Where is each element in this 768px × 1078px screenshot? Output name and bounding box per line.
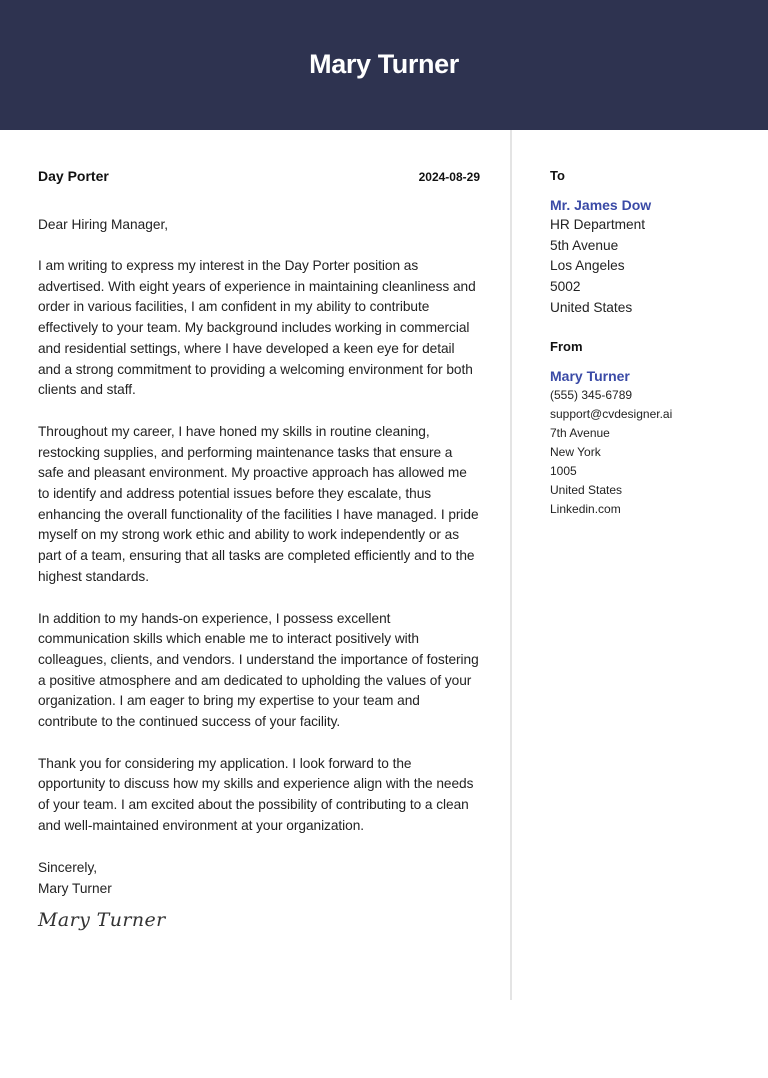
recipient-zip: 5002 [550,279,581,295]
paragraph-3: In addition to my hands-on experience, I possess excellent communication skills which enable me to interact positively with colleagues, clients, and vendors. I understand the importance of fostering a positive atmosphere and am dedicated to upholding the values of your organization. I am eager to bring my expertise to your team and contribute to the continued success of your facility. [38,610,479,730]
sender-country: United States [550,482,623,497]
closing-block [38,857,480,899]
applicant-name: Mary Turner [309,48,459,79]
sender-city: New York [550,444,601,459]
sender-linkedin-link[interactable]: Linkedin.com [550,501,621,516]
recipient-department: HR Department [550,217,646,232]
closing-phrase: Sincerely, [38,859,98,875]
from-heading: From [550,338,583,354]
job-title: Day Porter [38,168,109,184]
sender-name: Mary Turner [550,367,630,384]
to-heading: To [550,168,565,183]
recipient-street: 5th Avenue [550,237,619,253]
contact-sidebar [550,168,750,519]
sender-email[interactable]: support@cvdesigner.ai [550,406,673,421]
recipient-name: Mr. James Dow [550,197,652,213]
column-divider [510,130,512,1000]
paragraph-1: I am writing to express my interest in the Day Porter position as advertised. With eight years of experience in maintaining cleanliness and order in various facilities, I am confident in my ability to contribute effectively to your team. My background includes working in commercial and residential settings, where I have developed a keen eye for detail and a strong commitment to providing a welcoming environment for both clients and staff. [38,258,476,398]
signature: Mary Turner [38,908,166,931]
paragraph-4: Thank you for considering my application. I look forward to the opportunity to discuss how my skills and experience align with the needs of your team. I am excited about the possibility of contributing to a clean and well-maintained environment at your organization. [38,755,474,833]
sender-street: 7th Avenue [550,425,610,440]
title-row [38,168,480,184]
recipient-country: United States [550,299,633,315]
letter-date: 2024-08-29 [418,170,480,184]
salutation: Dear Hiring Manager, [38,217,169,232]
recipient-city: Los Angeles [550,258,625,274]
letter-body [38,168,480,931]
paragraph-2: Throughout my career, I have honed my skills in routine cleaning, restocking supplies, and performing maintenance tasks that ensure a safe and pleasant environment. My proactive approach has allowed me to identify and address potential issues before they escalate, thus enhancing the overall functionality of the facilities I have managed. I pride myself on my strong work ethic and ability to work independently or as part of a team, ensuring that all tasks are completed efficiently and to the highest standards. [38,423,479,584]
sender-zip: 1005 [550,463,577,478]
header-banner [0,0,768,130]
sender-phone[interactable]: (555) 345-6789 [550,387,633,402]
closing-name: Mary Turner [38,880,112,896]
